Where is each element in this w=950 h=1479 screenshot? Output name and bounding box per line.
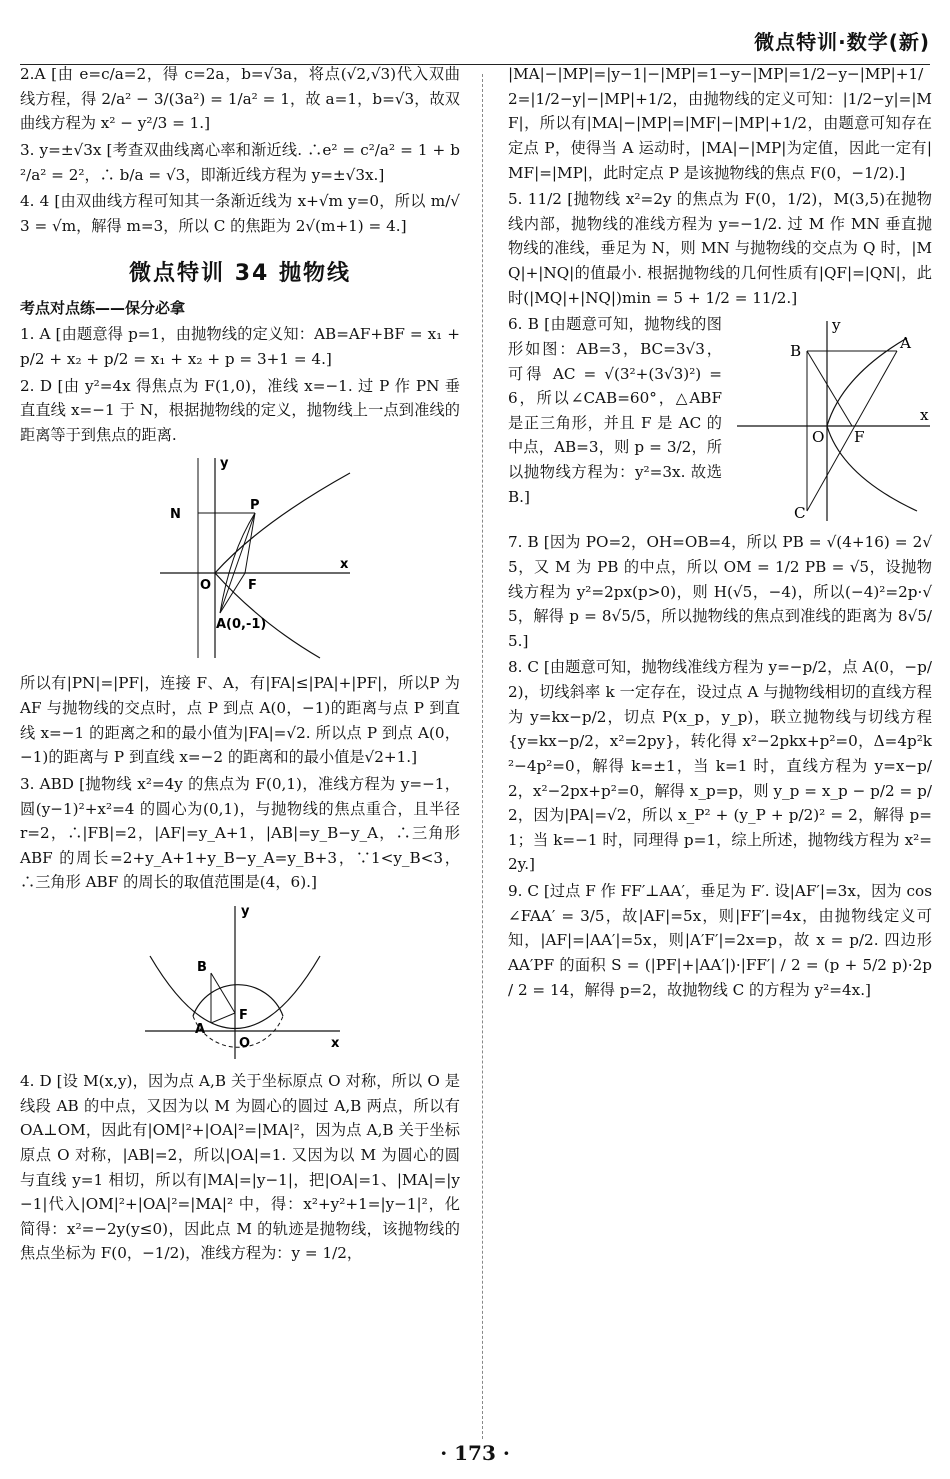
fig3-label-x: x (331, 1036, 340, 1052)
answer-prev-3: 3. y=±√3x [考查双曲线离心率和渐近线. ∴e² = c²/a² = 1 + b²/a² = 2²，∴ b/a = √3，即渐近线方程为 y=±√3x.] (20, 140, 460, 184)
fig6-label-a: A (900, 334, 911, 353)
fig6-label-f: F (854, 428, 865, 447)
fig2-label-f: F (248, 578, 257, 594)
section-title: 微点特训 34 抛物线 (129, 261, 351, 287)
answer-prev-2: 2.A [由 e=c/a=2，得 c=2a，b=√3a，将点(√2,√3)代入双曲线方程，得 2/a² − 3/(3a²) = 1/a² = 1，故 a=1，b=√3，故双曲线方程为 x² − y²/3 = 1.] (20, 65, 460, 133)
answer-4: 4. D [设 M(x,y)，因为点 A,B 关于坐标原点 O 对称，所以 O 是线段 AB 的中点，又因为以 M 为圆心的圆过 A,B 两点，所以有 OA⊥OM，因此有|OM|²+|OA|²=|MA|²，因为点 A,B 关于坐标原点 O 对称，|AB|=2，所以|OA|=1. 又因为以 M 为圆心的圆与直线 y=1 相切，所以有|MA|=|y−1|，把|OA|=1、|MA|=|y−1|代入|OM|²+|OA|²=|MA|² 中，得：x²+y²+1=|y−1|²，化简得：x²=−2y(y≤0)，因此点 M 的轨迹是抛物线，该抛物线的焦点坐标为 F(0，−1/2)，准线方程为：y = 1/2， (20, 1072, 460, 1263)
column-divider (482, 74, 483, 1439)
answer-6: 6. B [由题意可知，抛物线的图形如图：AB=3，BC=3√3，可得 AC = √(3²+(3√3)²) = 6，所以∠CAB=60°，△ABF 是正三角形，并且 F 是 AC 的中点，AB=3，则 p = 3/2，所以抛物线方程为：y²=3x. 故选 B.] (508, 315, 722, 506)
subsection-title: 考点对点练——保分必拿 (20, 299, 186, 317)
fig6-label-b: B (790, 342, 802, 361)
fig3-label-a: A (195, 1022, 206, 1038)
fig3-label-b: B (197, 960, 207, 976)
fig3-label-o: O (239, 1036, 251, 1052)
fig2-label-y: y (220, 456, 229, 472)
figure-q3 (135, 901, 345, 1061)
fig2-label-n: N (170, 507, 181, 523)
answer-5: 5. 11/2 [抛物线 x²=2y 的焦点为 F(0，1/2)，M(3,5)在抛物线内部，抛物线的准线方程为 y=−1/2. 过 M 作 MN 垂直抛物线的准线，垂足为 N，则 MN 与抛物线的交点为 Q 时，|MQ|+|NQ|的值最小. 根据抛物线的几何性质有|QF|=|QN|，此时(|MQ|+|NQ|)min = 5 + 1/2 = 11/2.] (508, 190, 932, 307)
fig6-label-o: O (812, 428, 825, 447)
page-number: · 173 · (440, 1441, 510, 1465)
answer-2-part-b: 所以有|PN|=|PF|，连接 F、A，有|FA|≤|PA|+|PF|，所以P 为 AF 与抛物线的交点时，点 P 到点 A(0，−1)的距离与点 P 到直线 x=−1 的距离之和的最小值为|FA|=√2. 所以点 P 到点 A(0，−1)的距离与 P 到直线 x=−2 的距离和的最小值是√2+1.] (20, 674, 460, 767)
figure-q2 (120, 453, 360, 663)
answer-2-part-a: 2. D [由 y²=4x 得焦点为 F(1,0)，准线 x=−1. 过 P 作 PN 垂直直线 x=−1 于 N，根据抛物线的定义，抛物线上一点到准线的距离等于到焦点的距离. (20, 376, 460, 444)
fig6-label-y: y (832, 316, 841, 335)
fig2-label-a: A(0,-1) (216, 617, 267, 633)
answer-7: 7. B [因为 PO=2，OH=OB=4，所以 PB = √(4+16) = 2√5，又 M 为 PB 的中点，所以 OM = 1/2 PB = √5，设抛物线方程为 y²=2px(p>0)，则 H(√5，−4)，所以(−4)²=2p·√5，解得 p = 8√5/5，所以抛物线的焦点到准线的距离为 8√5/5.] (508, 533, 932, 650)
right-column (508, 62, 932, 1004)
answer-prev-4: 4. 4 [由双曲线方程可知其一条渐近线为 x+√m y=0，所以 m/√3 = √m，解得 m=3，所以 C 的焦距为 2√(m+1) = 4.] (20, 192, 460, 235)
answer-8: 8. C [由题意可知，抛物线准线方程为 y=−p/2，点 A(0，−p/2)，切线斜率 k 一定存在，设过点 A 与抛物线相切的直线方程为 y=kx−p/2，切点 P(x_p，y_p)，联立抛物线与切线方程 {y=kx−p/2，x²=2py}，转化得 x²−2pkx+p²=0，Δ=4p²k²−4p²=0，解得 k=±1，当 k=1 时，直线方程为 y=x−p/2，x²−2px+p²=0，解得 x_p=p，则 y_p = x_p − p/2 = p/2，因为|PA|=√2，所以 x_P² + (y_P + p/2)² = 2，解得 p=1；当 k=−1 时，同理得 p=1，综上所述，抛物线方程为 x²=2y.] (508, 658, 932, 874)
fig2-label-o: O (200, 578, 212, 594)
fig3-label-f: F (239, 1008, 248, 1024)
fig2-label-x: x (340, 557, 349, 573)
header-title: 微点特训·数学(新) (754, 30, 930, 54)
fig3-label-y: y (241, 904, 250, 920)
answer-9: 9. C [过点 F 作 FF′⊥AA′，垂足为 F′. 设|AF′|=3x，因为 cos∠FAA′ = 3/5，故|AF|=5x，则|FF′|=4x，由抛物线定义可知，|AF|=|AA′|=5x，则|A′F′|=2x=p，故 x = p/2. 四边形 AA′PF 的面积 S = (|PF|+|AA′|)·|FF′| / 2 = (p + 5/2 p)·2p / 2 = 14，解得 p=2，故抛物线 C 的方程为 y²=4x.] (508, 882, 932, 999)
left-column (20, 62, 460, 1268)
fig6-label-c: C (794, 504, 806, 523)
fig6-label-x: x (920, 406, 929, 425)
figure-q6 (732, 316, 932, 526)
answer-4-continued: |MA|−|MP|=|y−1|−|MP|=1−y−|MP|=1/2−y−|MP|+1/2=|1/2−y|−|MP|+1/2，由抛物线的定义可知：|1/2−y|=|MF|，所以有|MA|−|MP|=|MF|−|MP|+1/2，由题意可知存在定点 P，使得当 A 运动时，|MA|−|MP|为定值，因此一定有|MF|=|MP|，此时定点 P 是该抛物线的焦点 F(0，−1/2).] (508, 65, 932, 182)
page-header (20, 18, 930, 65)
fig2-label-p: P (250, 498, 260, 514)
answer-3: 3. ABD [抛物线 x²=4y 的焦点为 F(0,1)，准线方程为 y=−1，圆(y−1)²+x²=4 的圆心为(0,1)，与抛物线的焦点重合，且半径 r=2，∴|FB|=2，|AF|=y_A+1，|AB|=y_B−y_A，∴三角形 ABF 的周长=2+y_A+1+y_B−y_A=y_B+3，∵1<y_B<3，∴三角形 ABF 的周长的取值范围是(4，6).] (20, 774, 460, 892)
answer-1: 1. A [由题意得 p=1，由抛物线的定义知：AB=AF+BF = x₁ + p/2 + x₂ + p/2 = x₁ + x₂ + p = 3+1 = 4.] (20, 325, 460, 368)
